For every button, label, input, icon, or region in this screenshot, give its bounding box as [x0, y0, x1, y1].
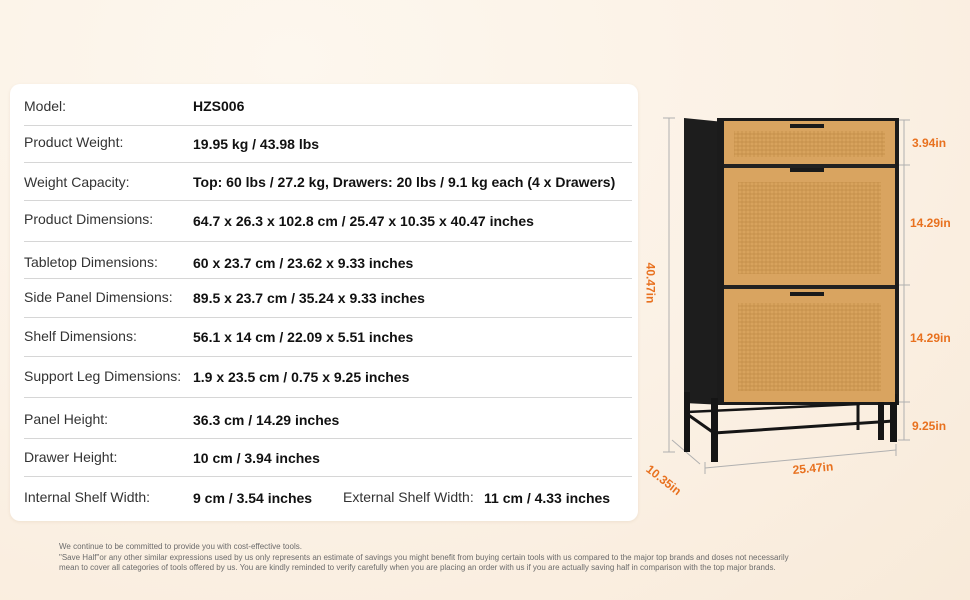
spec-value: 1.9 x 23.5 cm / 0.75 x 9.25 inches: [193, 369, 410, 385]
spec-row-shelf: [24, 318, 632, 357]
internal-shelf-width-label: Internal Shelf Width:: [24, 489, 151, 505]
spec-label: Shelf Dimensions:: [24, 328, 137, 344]
spec-row-model: [24, 84, 632, 126]
disclaimer-line: "Save Half"or any other similar expressions used by us only represents an estimate of savings you might benefit from buying certain tools with us compared to the major top brands and doses not necessarily: [59, 552, 789, 562]
spec-row-tabletop: [24, 242, 632, 279]
disclaimer-line: We continue to be committed to provide you with cost-effective tools.: [59, 542, 302, 551]
internal-shelf-width-value: 9 cm / 3.54 inches: [193, 490, 313, 506]
spec-value: HZS006: [193, 98, 245, 114]
spec-table: [10, 84, 638, 521]
spec-label: Side Panel Dimensions:: [24, 289, 173, 305]
spec-label: Weight Capacity:: [24, 174, 130, 190]
external-shelf-width-value: 11 cm / 4.33 inches: [484, 490, 611, 506]
dimension-top-drawer: 3.94in: [912, 136, 947, 150]
spec-value: 89.5 x 23.7 cm / 35.24 x 9.33 inches: [193, 290, 425, 306]
dimension-leg: 9.25in: [912, 419, 947, 433]
spec-label: Support Leg Dimensions:: [24, 368, 182, 384]
external-shelf-width-label: External Shelf Width:: [343, 489, 474, 505]
spec-label: Drawer Height:: [24, 449, 118, 465]
spec-value: 56.1 x 14 cm / 22.09 x 5.51 inches: [193, 329, 414, 345]
disclaimer-line: mean to cover all categories of tools offered by us. You are kindly reminded to verify carefully when you are placing an order with us if you are actually saving half in comparison with the top major brands.: [59, 563, 776, 572]
spec-label: Product Dimensions:: [24, 211, 154, 227]
spec-label: Product Weight:: [24, 134, 124, 150]
spec-row-support-leg: [24, 357, 632, 398]
spec-value: 36.3 cm / 14.29 inches: [193, 412, 340, 428]
spec-row-side-panel: [24, 279, 632, 318]
spec-value: 60 x 23.7 cm / 23.62 x 9.33 inches: [193, 255, 414, 271]
spec-row-panel-height: [24, 398, 632, 439]
spec-row-drawer-height: [24, 439, 632, 477]
dimension-depth: 10.35in: [643, 462, 685, 499]
spec-label: Model:: [24, 98, 67, 114]
dimension-upper-panel: 14.29in: [910, 216, 951, 230]
spec-value: 19.95 kg / 43.98 lbs: [193, 136, 320, 152]
spec-value: 64.7 x 26.3 x 102.8 cm / 25.47 x 10.35 x 40.47 inches: [193, 213, 534, 229]
dimension-height: 40.47in: [643, 262, 658, 304]
spec-label: Panel Height:: [24, 411, 109, 427]
spec-row-capacity: [24, 163, 632, 201]
spec-label: Tabletop Dimensions:: [24, 254, 158, 270]
spec-row-shelf-width: [24, 477, 632, 517]
disclaimer: [59, 542, 939, 574]
dimension-lower-panel: 14.29in: [910, 331, 951, 345]
spec-row-product-dimensions: [24, 201, 632, 242]
spec-row-weight: [24, 126, 632, 163]
spec-value: 10 cm / 3.94 inches: [193, 450, 320, 466]
dimension-width: 25.47in: [792, 459, 834, 477]
spec-value: Top: 60 lbs / 27.2 kg, Drawers: 20 lbs / 9.1 kg each (4 x Drawers): [193, 174, 616, 190]
